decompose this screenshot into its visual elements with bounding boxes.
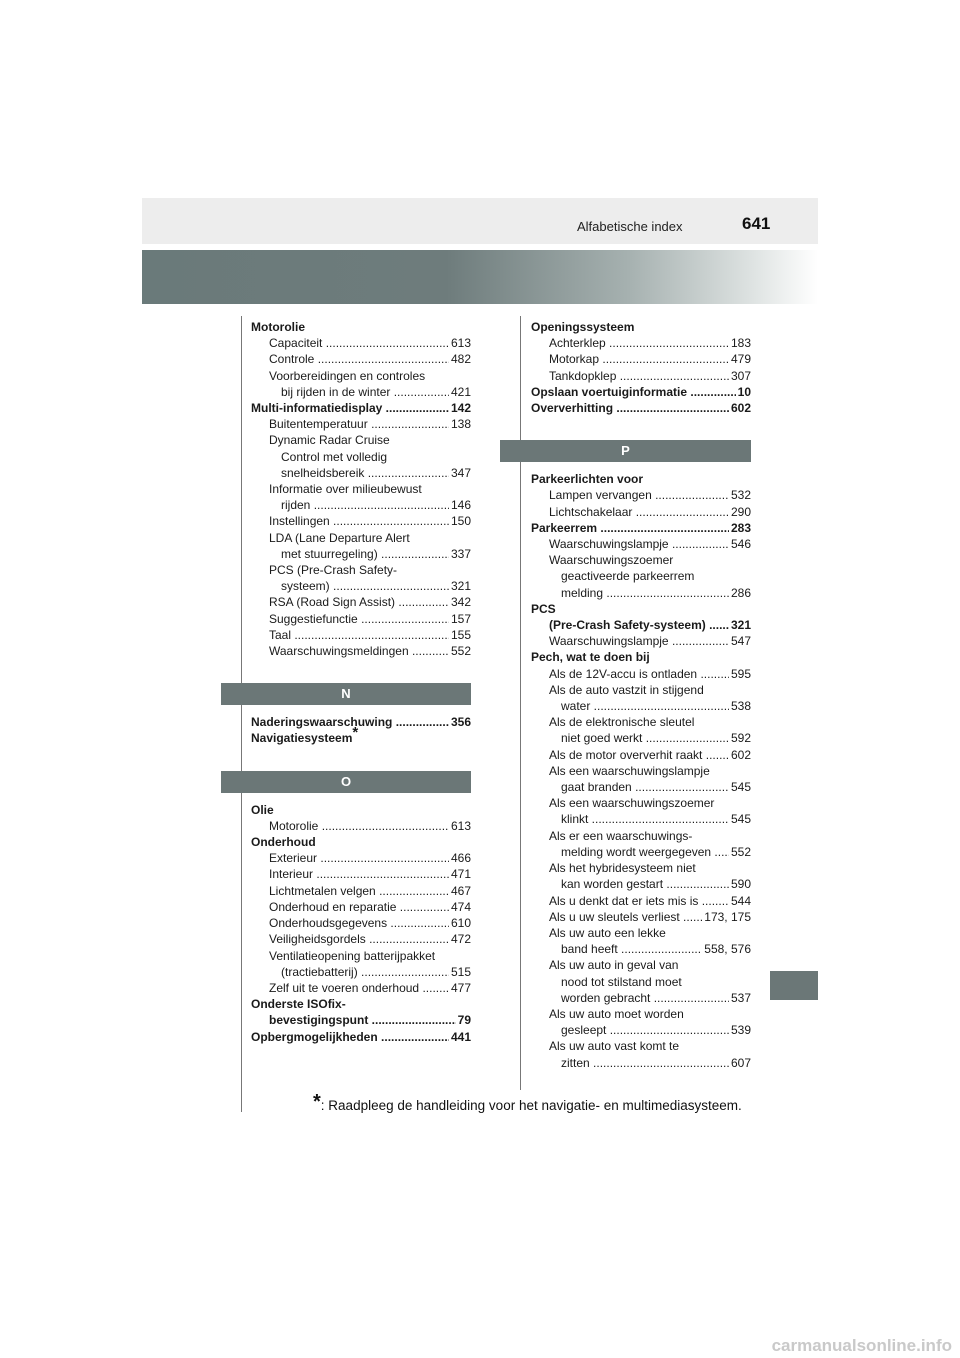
index-entry-text: Waarschuwingslampje ..... <box>549 536 751 552</box>
index-entry-text: Instellingen ..... <box>269 513 471 529</box>
index-page-ref[interactable]: 537 <box>730 990 751 1005</box>
footnote-text: : Raadpleeg de handleiding voor het navigatie- en multimediasysteem. <box>320 1098 742 1113</box>
index-entry-text: Als de elektronische sleutel <box>549 715 695 730</box>
index-entry <box>251 432 471 448</box>
index-entry[interactable] <box>531 400 751 416</box>
index-entry-text: Suggestiefunctie ..... <box>269 611 471 627</box>
index-entry[interactable] <box>251 883 471 899</box>
index-entry-text: met stuurregeling) ..... <box>281 546 471 562</box>
index-entry-text: Lampen vervangen ..... <box>549 487 751 503</box>
index-entry <box>531 714 751 730</box>
index-entry-text: Pech, wat te doen bij <box>531 650 650 665</box>
index-entry[interactable] <box>251 611 471 627</box>
index-entry-text: Olie <box>251 802 274 817</box>
index-entry-text: Oververhitting ..... <box>531 400 751 416</box>
index-page-ref[interactable]: 283 <box>730 520 751 535</box>
index-page-ref[interactable]: 173, 175 <box>704 909 751 924</box>
index-entry-text: Parkeerrem ..... <box>531 520 751 536</box>
index-entry[interactable] <box>251 513 471 529</box>
index-entry-text: PCS <box>531 601 556 616</box>
index-page-ref[interactable]: 545 <box>730 812 751 827</box>
index-entry[interactable] <box>531 909 751 925</box>
index-entry-text: Zelf uit te voeren onderhoud ..... <box>269 980 471 996</box>
index-entry[interactable] <box>531 844 751 860</box>
index-entry <box>531 860 751 876</box>
index-page-ref[interactable]: 307 <box>730 368 751 383</box>
index-entry[interactable] <box>531 335 751 351</box>
index-entry[interactable] <box>251 818 471 834</box>
footnote-star: * <box>313 1091 321 1113</box>
index-entry-text: niet goed werkt ..... <box>561 730 751 746</box>
index-entry-text: Waarschuwingszoemer <box>549 553 674 568</box>
index-page-ref[interactable]: 466 <box>450 851 471 866</box>
index-entry[interactable] <box>531 990 751 1006</box>
index-entry[interactable] <box>531 536 751 552</box>
index-entry[interactable] <box>531 893 751 909</box>
index-entry[interactable] <box>251 627 471 643</box>
index-entry <box>251 562 471 578</box>
index-entry[interactable] <box>251 465 471 481</box>
index-entry-text: gesleept ..... <box>561 1022 751 1038</box>
index-entry <box>531 319 751 335</box>
index-entry-text: Navigatiesysteem <box>251 731 353 746</box>
section-header-o: O <box>221 771 471 793</box>
index-column-right <box>531 319 751 1071</box>
watermark: carmanualsonline.info <box>771 1336 952 1355</box>
index-page-ref[interactable]: 138 <box>450 417 471 432</box>
index-entry[interactable] <box>531 384 751 400</box>
index-entry-text: rijden ..... <box>281 497 471 513</box>
index-entry[interactable] <box>251 866 471 882</box>
index-entry <box>251 530 471 546</box>
index-entry-text: Als uw auto vast komt te <box>549 1039 680 1054</box>
index-entry-text: Lichtmetalen velgen ..... <box>269 883 471 899</box>
index-entry-text: Parkeerlichten voor <box>531 472 644 487</box>
index-entry <box>531 682 751 698</box>
index-page-ref[interactable]: 602 <box>730 747 751 762</box>
index-entry <box>251 834 471 850</box>
index-entry-text: Interieur ..... <box>269 866 471 882</box>
index-entry-text: Als een waarschuwingslampje <box>549 763 710 778</box>
index-page-ref[interactable]: 602 <box>730 401 751 416</box>
index-entry <box>251 724 471 746</box>
index-page-ref[interactable]: 471 <box>450 867 471 882</box>
index-page-ref[interactable]: 337 <box>450 546 471 561</box>
index-entry-text: Onderste ISOfix- <box>251 997 346 1012</box>
index-page-ref[interactable]: 532 <box>730 488 751 503</box>
index-entry[interactable] <box>531 779 751 795</box>
index-entry-text: LDA (Lane Departure Alert <box>269 530 410 545</box>
index-entry[interactable] <box>251 1029 471 1045</box>
index-entry <box>531 763 751 779</box>
index-entry[interactable] <box>251 643 471 659</box>
index-page-ref[interactable]: 546 <box>730 537 751 552</box>
index-entry-text: Als u denkt dat er iets mis is ..... <box>549 893 751 909</box>
index-page-ref[interactable]: 474 <box>450 899 471 914</box>
index-entry[interactable] <box>251 400 471 416</box>
index-entry[interactable] <box>251 714 471 730</box>
index-entry[interactable] <box>531 698 751 714</box>
index-page-ref[interactable]: 150 <box>450 514 471 529</box>
index-entry <box>251 948 471 964</box>
index-page-ref[interactable]: 157 <box>450 611 471 626</box>
index-entry[interactable] <box>251 416 471 432</box>
index-entry-text: Informatie over milieubewust <box>269 482 422 497</box>
index-entry-text: Opslaan voertuiginformatie ..... <box>531 384 751 400</box>
index-page-ref[interactable]: 290 <box>730 504 751 519</box>
index-entry-text: Onderhoud <box>251 835 316 850</box>
index-entry[interactable] <box>251 384 471 400</box>
index-entry[interactable] <box>251 964 471 980</box>
index-entry-text: Lichtschakelaar ..... <box>549 504 751 520</box>
index-entry-text: zitten ..... <box>561 1055 751 1071</box>
index-entry[interactable] <box>531 1022 751 1038</box>
header-gradient-band <box>142 250 818 304</box>
index-entry[interactable] <box>531 747 751 763</box>
index-entry[interactable] <box>531 368 751 384</box>
index-page-ref[interactable]: 477 <box>450 980 471 995</box>
index-page-ref[interactable]: 613 <box>450 818 471 833</box>
footnote <box>313 1091 742 1114</box>
index-entry <box>531 568 751 584</box>
index-entry-text: Taal ..... <box>269 627 471 643</box>
index-entry <box>251 449 471 465</box>
index-entry-text: Motorolie ..... <box>269 818 471 834</box>
index-entry <box>251 996 471 1012</box>
index-entry-text: Als de 12V-accu is ontladen ..... <box>549 666 751 682</box>
index-entry[interactable] <box>531 876 751 892</box>
index-page-ref[interactable]: 515 <box>450 964 471 979</box>
index-entry-text: PCS (Pre-Crash Safety- <box>269 563 398 578</box>
page-number: 641 <box>742 214 771 233</box>
index-page-ref[interactable]: 467 <box>450 883 471 898</box>
index-page-ref[interactable]: 286 <box>730 585 751 600</box>
index-page-ref[interactable]: 183 <box>730 336 751 351</box>
index-entry <box>531 925 751 941</box>
index-entry <box>251 481 471 497</box>
index-entry-text: Voorbereidingen en controles <box>269 368 426 383</box>
index-entry-text: band heeft ..... <box>561 941 751 957</box>
index-entry <box>531 1006 751 1022</box>
index-entry-text: Onderhoud en reparatie ..... <box>269 899 471 915</box>
index-entry-text: Naderingswaarschuwing ..... <box>251 714 471 730</box>
index-page-ref[interactable]: 142 <box>450 401 471 416</box>
index-entry-text: water ..... <box>561 698 751 714</box>
section-header-p: P <box>500 440 751 462</box>
left-margin-rule <box>241 316 242 1112</box>
index-entry[interactable] <box>531 585 751 601</box>
index-entry-text: Capaciteit ..... <box>269 335 471 351</box>
index-entry-text: Tankdopklep ..... <box>549 368 751 384</box>
index-entry-text: Waarschuwingsmeldingen ..... <box>269 643 471 659</box>
index-entry <box>531 552 751 568</box>
index-page-ref[interactable]: 595 <box>730 666 751 681</box>
index-page-ref[interactable]: 590 <box>730 877 751 892</box>
index-page-ref[interactable]: 552 <box>450 644 471 659</box>
index-entry-text: Dynamic Radar Cruise <box>269 433 390 448</box>
index-entry-text: RSA (Road Sign Assist) ..... <box>269 594 471 610</box>
index-entry-text: bevestigingspunt ..... <box>269 1012 471 1028</box>
index-page-ref[interactable]: 472 <box>450 932 471 947</box>
index-entry-text: Als er een waarschuwings- <box>549 828 693 843</box>
index-entry-text: Motorolie <box>251 320 305 334</box>
index-page-ref[interactable]: 146 <box>450 498 471 513</box>
index-entry-text: Control met volledig <box>281 449 388 464</box>
index-entry-text: Als de auto vastzit in stijgend <box>549 682 704 697</box>
index-entry <box>531 1038 751 1054</box>
index-entry <box>531 471 751 487</box>
index-entry[interactable] <box>531 617 751 633</box>
index-entry-text: melding ..... <box>561 585 751 601</box>
index-entry[interactable] <box>251 915 471 931</box>
index-entry <box>531 795 751 811</box>
index-page-ref[interactable]: 547 <box>730 634 751 649</box>
index-entry-text: Als u uw sleutels verliest ..... <box>549 909 751 925</box>
index-entry[interactable] <box>251 899 471 915</box>
header-title: Alfabetische index <box>577 219 683 234</box>
index-entry-text: Motorkap ..... <box>549 351 751 367</box>
index-entry <box>251 802 471 818</box>
index-entry <box>531 828 751 844</box>
index-page-ref[interactable]: 441 <box>450 1029 471 1044</box>
index-entry[interactable] <box>251 497 471 513</box>
index-entry-text: Multi-informatiedisplay ..... <box>251 400 471 416</box>
index-entry[interactable] <box>531 1055 751 1071</box>
index-entry-text: systeem) ..... <box>281 578 471 594</box>
index-page-ref[interactable]: 479 <box>730 352 751 367</box>
index-entry-text: Als een waarschuwingszoemer <box>549 796 715 811</box>
index-entry-text: Als de motor oververhit raakt ..... <box>549 747 751 763</box>
index-page-ref[interactable]: 321 <box>450 579 471 594</box>
index-entry-text: klinkt ..... <box>561 811 751 827</box>
index-entry <box>531 957 751 973</box>
index-entry-text: geactiveerde parkeerrem <box>561 569 695 584</box>
index-entry-text: Buitentemperatuur ..... <box>269 416 471 432</box>
page-header-bar <box>142 198 818 244</box>
index-entry[interactable] <box>251 351 471 367</box>
index-entry-text: Als het hybridesysteem niet <box>549 861 696 876</box>
index-entry-text: Achterklep ..... <box>549 335 751 351</box>
index-entry[interactable] <box>531 351 751 367</box>
index-page-ref[interactable]: 482 <box>450 352 471 367</box>
index-entry-text: bij rijden in de winter ..... <box>281 384 471 400</box>
column-divider <box>520 316 521 1090</box>
index-entry[interactable] <box>251 335 471 351</box>
index-page-ref[interactable]: 155 <box>450 627 471 642</box>
index-page-ref[interactable]: 613 <box>450 336 471 351</box>
index-page-ref[interactable]: 538 <box>730 699 751 714</box>
index-entry[interactable] <box>531 504 751 520</box>
index-entry-text: nood tot stilstand moet <box>561 974 682 989</box>
index-entry-text: (Pre-Crash Safety-systeem) ..... <box>549 617 751 633</box>
index-entry[interactable] <box>251 546 471 562</box>
index-page-ref[interactable]: 558, 576 <box>704 942 751 957</box>
index-entry[interactable] <box>531 520 751 536</box>
index-entry-text: worden gebracht ..... <box>561 990 751 1006</box>
index-entry[interactable] <box>531 811 751 827</box>
index-entry-text: Als uw auto in geval van <box>549 958 679 973</box>
index-page-ref[interactable]: 79 <box>457 1013 471 1028</box>
index-entry <box>531 974 751 990</box>
index-entry-text: Exterieur ..... <box>269 850 471 866</box>
index-entry[interactable] <box>531 633 751 649</box>
index-entry[interactable] <box>251 594 471 610</box>
index-page-ref[interactable]: 356 <box>450 715 471 730</box>
index-entry-text: Waarschuwingslampje ..... <box>549 633 751 649</box>
index-page-ref[interactable]: 607 <box>730 1055 751 1070</box>
index-entry[interactable] <box>251 1012 471 1028</box>
index-entry[interactable] <box>531 666 751 682</box>
index-entry-text: Onderhoudsgegevens ..... <box>269 915 471 931</box>
index-page-ref[interactable]: 592 <box>730 731 751 746</box>
index-entry-text: melding wordt weergegeven ..... <box>561 844 751 860</box>
index-entry-text: Als uw auto een lekke <box>549 925 666 940</box>
index-page-ref[interactable]: 321 <box>730 618 751 633</box>
index-entry <box>251 368 471 384</box>
section-header-n: N <box>221 683 471 705</box>
index-page-ref[interactable]: 539 <box>730 1023 751 1038</box>
index-entry-text: Als uw auto moet worden <box>549 1006 684 1021</box>
index-entry-text: Openingssysteem <box>531 320 635 334</box>
index-entry-text: Opbergmogelijkheden ..... <box>251 1029 471 1045</box>
index-entry-text: snelheidsbereik ..... <box>281 465 471 481</box>
index-entry-text: gaat branden ..... <box>561 779 751 795</box>
index-entry-text: Ventilatieopening batterijpakket <box>269 948 436 963</box>
index-entry[interactable] <box>251 850 471 866</box>
index-entry-text: Veiligheidsgordels ..... <box>269 931 471 947</box>
index-page-ref[interactable]: 421 <box>450 384 471 399</box>
index-entry[interactable] <box>531 730 751 746</box>
footnote-marker: * <box>352 724 359 742</box>
index-page-ref[interactable]: 544 <box>730 893 751 908</box>
index-entry <box>531 649 751 665</box>
index-entry-text: (tractiebatterij) ..... <box>281 964 471 980</box>
chapter-side-tab <box>770 971 818 1000</box>
index-page-ref[interactable]: 347 <box>450 465 471 480</box>
index-column-left <box>251 319 471 1045</box>
index-entry[interactable] <box>531 941 751 957</box>
index-page-ref[interactable]: 545 <box>730 780 751 795</box>
index-entry[interactable] <box>251 578 471 594</box>
index-entry <box>251 319 471 335</box>
index-page-ref[interactable]: 610 <box>450 916 471 931</box>
index-page-ref[interactable]: 552 <box>730 844 751 859</box>
index-entry[interactable] <box>251 931 471 947</box>
index-entry[interactable] <box>531 487 751 503</box>
index-page-ref[interactable]: 342 <box>450 595 471 610</box>
index-entry <box>531 601 751 617</box>
index-page-ref[interactable]: 10 <box>737 384 751 399</box>
index-entry-text: kan worden gestart ..... <box>561 876 751 892</box>
index-entry[interactable] <box>251 980 471 996</box>
index-entry-text: Controle ..... <box>269 351 471 367</box>
